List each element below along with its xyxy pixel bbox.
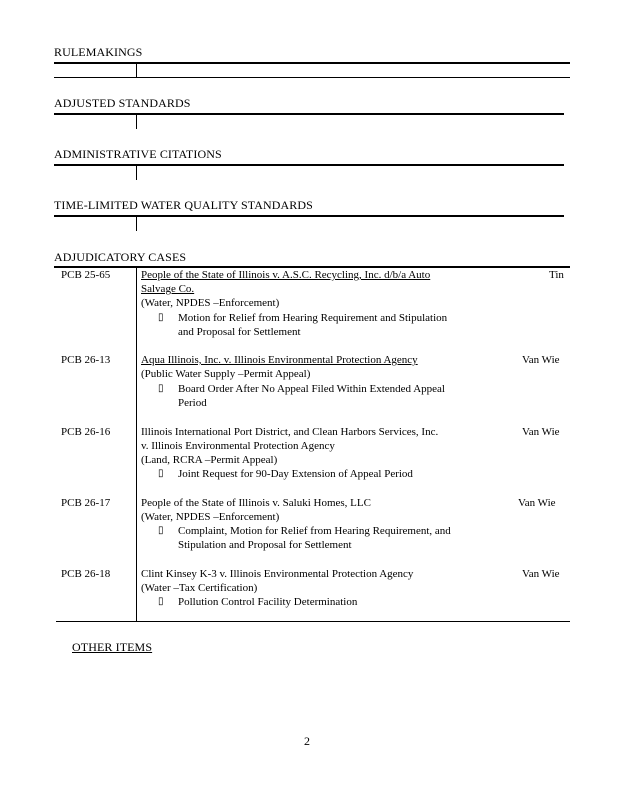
rule-adjusted-standards	[54, 113, 564, 115]
case-item-continued: Stipulation and Proposal for Settlement	[178, 539, 352, 551]
heading-other-items: OTHER ITEMS	[72, 640, 153, 654]
bullet-icon: ▯	[158, 383, 164, 394]
case-category: (Water –Tax Certification)	[141, 582, 258, 594]
case-title: Illinois International Port District, and Clean Harbors Services, Inc.	[141, 426, 439, 438]
heading-time-limited: TIME-LIMITED WATER QUALITY STANDARDS	[54, 198, 313, 212]
case-item: Joint Request for 90-Day Extension of Appeal Period	[178, 468, 413, 480]
rule-rulemakings	[54, 62, 570, 64]
case-item: Pollution Control Facility Determination	[178, 596, 358, 608]
case-item-continued: Period	[178, 397, 207, 409]
case-category: (Land, RCRA –Permit Appeal)	[141, 454, 278, 466]
heading-administrative-citations: ADMINISTRATIVE CITATIONS	[54, 147, 222, 161]
rule-time-limited	[54, 215, 564, 217]
heading-adjusted-standards: ADJUSTED STANDARDS	[54, 96, 191, 110]
rule-administrative-citations-vertical	[136, 166, 137, 180]
bullet-icon: ▯	[158, 596, 164, 607]
case-item: Board Order After No Appeal Filed Within Extended Appeal	[178, 383, 445, 395]
case-member: Van Wie	[522, 354, 560, 366]
case-member: Van Wie	[522, 426, 560, 438]
case-title-continued: Salvage Co.	[141, 283, 195, 295]
rule-time-limited-vertical	[136, 217, 137, 231]
heading-adjudicatory-cases: ADJUDICATORY CASES	[54, 250, 187, 264]
case-category: (Water, NPDES –Enforcement)	[141, 297, 280, 309]
case-member: Van Wie	[518, 497, 556, 509]
case-number: PCB 26-13	[61, 354, 111, 366]
case-title: People of the State of Illinois v. Saluki Homes, LLC	[141, 497, 371, 509]
case-category: (Water, NPDES –Enforcement)	[141, 511, 280, 523]
case-category: (Public Water Supply –Permit Appeal)	[141, 368, 311, 380]
case-member: Tin	[549, 269, 564, 281]
rule-adjusted-standards-vertical	[136, 115, 137, 129]
case-number: PCB 25-65	[61, 269, 111, 281]
heading-rulemakings: RULEMAKINGS	[54, 45, 143, 59]
rule-cases-vertical	[136, 268, 137, 622]
rule-cases-bottom	[56, 621, 570, 622]
rule-administrative-citations	[54, 164, 564, 166]
case-number: PCB 26-16	[61, 426, 111, 438]
rule-rulemakings-thin	[54, 77, 570, 78]
case-member: Van Wie	[522, 568, 560, 580]
case-title: Aqua Illinois, Inc. v. Illinois Environmental Protection Agency	[141, 354, 418, 366]
case-title: People of the State of Illinois v. A.S.C. Recycling, Inc. d/b/a Auto	[141, 269, 431, 281]
case-title: Clint Kinsey K-3 v. Illinois Environmental Protection Agency	[141, 568, 414, 580]
bullet-icon: ▯	[158, 468, 164, 479]
rule-rulemakings-vertical	[136, 64, 137, 78]
page-number: 2	[304, 734, 310, 748]
case-item: Motion for Relief from Hearing Requirement and Stipulation	[178, 312, 448, 324]
bullet-icon: ▯	[158, 525, 164, 536]
case-title-continued: v. Illinois Environmental Protection Agency	[141, 440, 335, 452]
case-number: PCB 26-18	[61, 568, 111, 580]
bullet-icon: ▯	[158, 312, 164, 323]
case-item: Complaint, Motion for Relief from Hearing Requirement, and	[178, 525, 451, 537]
case-number: PCB 26-17	[61, 497, 111, 509]
case-item-continued: and Proposal for Settlement	[178, 326, 301, 338]
